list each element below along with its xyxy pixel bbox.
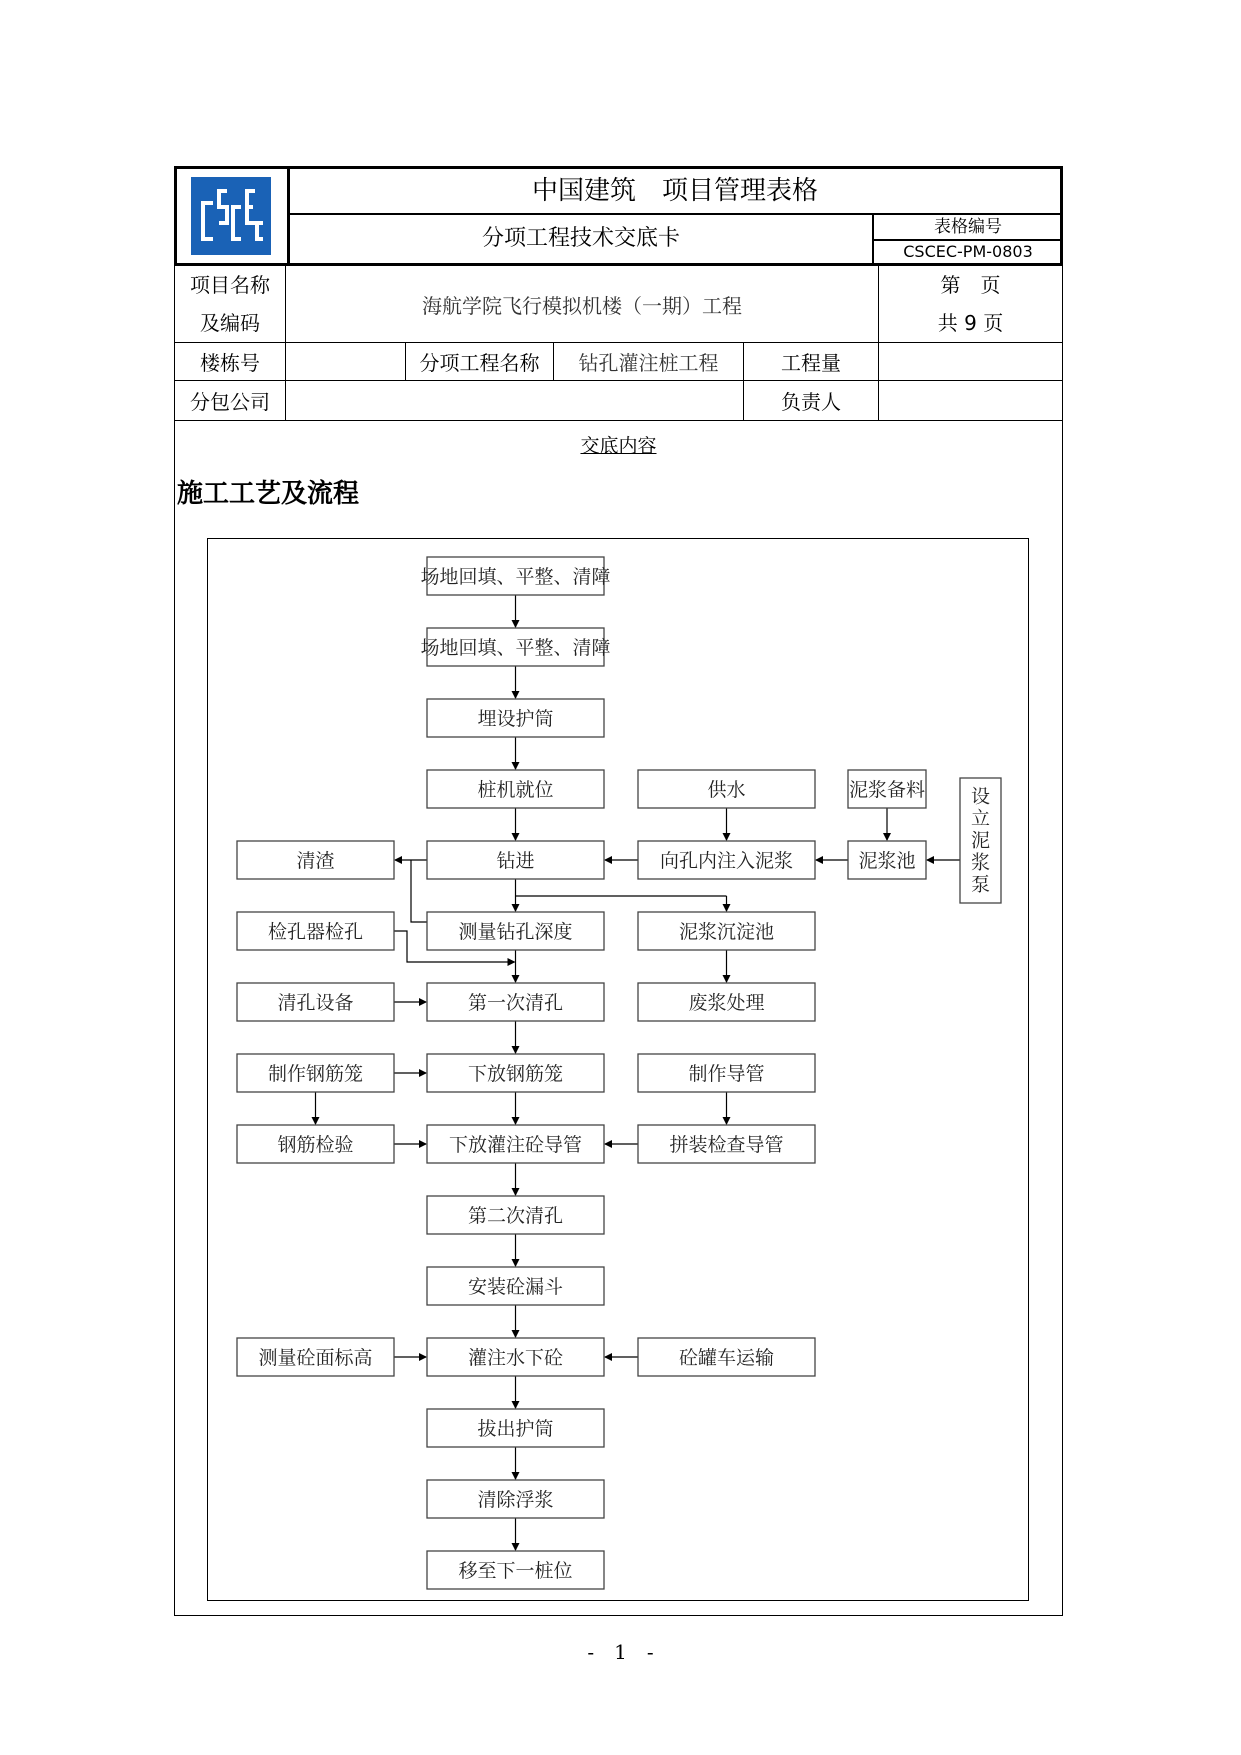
flow-step-label: 安装砼漏斗 [467,1276,564,1298]
flow-step [638,1054,815,1092]
section-title: 施工工艺及流程 [177,479,360,509]
flow-step [427,1196,604,1234]
flow-step-label: 钻进 [496,850,535,872]
flow-step-label: 下放钢筋笼 [467,1063,564,1085]
flow-step-label: 测量钻孔深度 [458,921,573,943]
flow-connector [411,860,427,922]
flow-step [237,1125,394,1163]
org-title: 中国建筑 项目管理表格 [290,169,1060,215]
card-title: 分项工程技术交底卡 [481,226,680,251]
flow-step [960,778,1001,903]
subproject-label: 分项工程名称 [419,351,540,375]
quantity-label: 工程量 [781,351,841,375]
flow-step-label: 钢筋检验 [277,1134,354,1156]
page-number: - 1 - [587,1640,654,1664]
flow-step-label: 场地回填、平整、清障 [420,566,611,588]
page-label-line2: 共 9 页 [937,311,1004,335]
flow-step-label: 泥浆池 [858,850,916,872]
flow-step [848,841,926,879]
flow-step [237,841,394,879]
flow-step-label: 砼罐车运输 [678,1347,775,1369]
flow-step-label: 下放灌注砼导管 [448,1134,583,1156]
flow-step-label: 制作导管 [688,1063,765,1085]
flow-step-label: 清渣 [296,850,335,872]
flow-step [427,1409,604,1447]
flow-step-label: 泥浆沉淀池 [678,921,775,943]
flow-step-label: 灌注水下砼 [467,1347,564,1369]
flow-step-label: 设立泥浆泵 [970,785,991,896]
flow-step [427,1551,604,1589]
page-label-line1: 第 页 [940,273,1001,297]
flow-step [638,1125,815,1163]
flow-step [427,699,604,737]
flow-step [427,1054,604,1092]
flow-step [427,841,604,879]
flow-step [638,983,815,1021]
flow-step-label: 第二次清孔 [467,1205,564,1227]
project-label-line2: 及编码 [200,311,260,335]
flow-step [848,770,926,808]
flow-step-label: 清孔设备 [277,992,354,1014]
flow-step [427,1338,604,1376]
flow-step [237,1338,394,1376]
flow-step-label: 泥浆备料 [848,779,926,801]
flow-step [420,557,610,595]
flow-step [638,912,815,950]
flow-step-label: 第一次清孔 [467,992,564,1014]
flow-step [638,770,815,808]
flow-step-label: 废浆处理 [688,992,765,1014]
flow-step-label: 拔出护筒 [477,1418,554,1440]
flow-step [427,1480,604,1518]
form-code-label: 表格编号 [874,215,1062,241]
responsible-label: 负责人 [781,390,841,414]
flow-step [427,1267,604,1305]
flow-step-label: 检孔器检孔 [267,921,364,943]
flow-step [420,628,610,666]
project-name-value: 海航学院飞行模拟机楼（一期）工程 [422,293,742,318]
flow-step-label: 测量砼面标高 [258,1347,373,1369]
flow-step [237,912,394,950]
flow-step [427,1125,604,1163]
flow-step-label: 拼装检查导管 [669,1134,784,1156]
flow-step-label: 制作钢筋笼 [267,1063,364,1085]
flow-step [427,912,604,950]
flow-step-label: 供水 [707,779,746,801]
subproject-value: 钻孔灌注桩工程 [578,351,719,375]
flow-step [427,983,604,1021]
content-heading-text: 交底内容 [580,435,657,457]
building-label: 楼栋号 [200,351,260,375]
subcontractor-label: 分包公司 [190,390,270,414]
flow-step-label: 移至下一桩位 [458,1560,573,1582]
flow-step [427,770,604,808]
flow-step [638,841,815,879]
project-label-line1: 项目名称 [190,273,270,297]
flow-step-label: 埋设护筒 [477,708,554,730]
flow-step-label: 向孔内注入泥浆 [659,850,794,872]
flow-step-label: 桩机就位 [477,779,554,801]
form-code-value: CSCEC-PM-0803 [903,242,1033,261]
flow-step-label: 清除浮浆 [477,1489,554,1511]
flow-step [638,1338,815,1376]
flow-step [237,983,394,1021]
flow-step [237,1054,394,1092]
flow-step-label: 场地回填、平整、清障 [420,637,611,659]
